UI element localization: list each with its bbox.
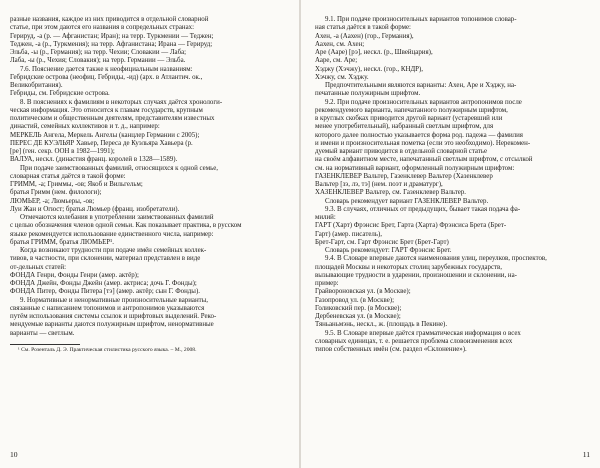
right-page-text: [315, 16, 590, 354]
footnote: ¹ См. Розенталь Д. Э. Практическая стилистика русского языка. – М., 2008.: [18, 346, 197, 353]
text-line: Теджен, -а (р., Туркмения); на терр. Афганистана; Ирана — Герируд;: [10, 40, 213, 48]
text-line: Аахен, см. Ахен;: [315, 40, 365, 48]
text-line: путём использования системы ссылок и шрифтовых выделений. Реко-: [10, 313, 217, 320]
text-line: с целью обозначения членов одной семьи. Как показывает практика, в русском: [10, 222, 242, 230]
text-line: ГАЗЕНКЛЕВЕР Вальтер, Газенклевер Вальтер (Хазенклевер: [315, 172, 493, 180]
text-line: площадей Москвы и некоторых столиц зарубежных государств,: [315, 263, 502, 271]
text-line: политическим и общественным деятелям, представителям известных: [10, 115, 215, 122]
text-line: мендуемые варианты даются полужирным шрифтом, ненормативные: [10, 321, 214, 329]
text-line: Грайвороновская ул. (в Москве);: [315, 288, 411, 296]
text-line: Когда возникают трудности при подаче имён семейных коллек-: [20, 247, 207, 254]
text-line: Словарь рекомендует вариант ГАЗЕНКЛЕВЕР Вальтер.: [325, 197, 489, 205]
text-line: на своём алфавитном месте, напечатанный светлым шрифтом, с отсылкой: [315, 156, 533, 164]
text-line: Брет-Гарт, см. Гарт Фрэнсис Брет (Брет-Гарт): [315, 238, 449, 246]
text-line: в круглых скобках приводится другой вариант (устаревший или: [315, 115, 503, 122]
text-line: от-дельных статей:: [10, 263, 66, 271]
text-line: Голиковский пер. (в Москве);: [315, 304, 402, 312]
text-line: ГАРТ (Харт) Фрэнсис Брет, Гарта (Харта) Фрэнсиса Брета (Брет-: [315, 222, 507, 230]
text-line: языке рекомендуется использование единственного числа, например:: [10, 230, 214, 238]
text-line: тивов, в частности, при склонении, материал представлен в виде: [10, 255, 201, 263]
text-line: дуемый вариант приводится в отдельной словарной статье: [315, 148, 488, 155]
text-line: и имени и произносительная пометка (если это необходимо). Нерекомен-: [315, 139, 531, 147]
text-line: Ахен, -а (Аахен) (гор., Германия),: [315, 32, 414, 40]
page-number-left: 10: [10, 450, 18, 459]
text-line: Ааре, см. Аре;: [315, 57, 358, 65]
text-line: Гебриды, см. Гебридские острова.: [10, 90, 110, 98]
right-page: [301, 0, 600, 468]
text-line: ная статья даётся в такой форме:: [315, 24, 411, 32]
text-line: ВАЛУА, нескл. (династия франц. королей в 1328—1589).: [10, 156, 178, 164]
text-line: варианты — светлым.: [10, 329, 75, 337]
text-line: словарная статья даётся в такой форме:: [10, 172, 126, 180]
left-page-text: [10, 16, 289, 338]
text-line: типов собственных имён (см. раздел «Склонение»).: [315, 346, 467, 353]
text-line: Тяньаньмэнь, нескл., ж. (площадь в Пекине).: [315, 321, 448, 329]
text-line: братья ГРИММ, братья ЛЮМЬЕР¹.: [10, 238, 114, 246]
text-line: 9. Нормативные и ненормативные произносительные варианты,: [20, 296, 209, 304]
text-line: Предпочтительными являются варианты: Ахен, Аре и Хэджу, на-: [325, 82, 517, 89]
text-line: словарных единицах, т. е. решается проблема словоизменения всех: [315, 337, 513, 345]
text-line: Эльба, -ы (р., Германия); на терр. Чехии; Словакии — Лаба;: [10, 49, 187, 56]
text-line: Вальтер [зэ, лэ, тэ] (нем. поэт и драматург),: [315, 181, 443, 188]
text-line: ФОНДА Питер, Фонды Питера [тэ] (амер. актёр; сын Г. Фонды).: [10, 288, 200, 296]
text-line: ческая информация. Это относится к главам государств, крупным: [10, 106, 203, 114]
text-line: 9.5. В Словаре впервые даётся грамматическая информация о всех: [325, 329, 521, 337]
text-line: братья Гримм (нем. филологи);: [10, 189, 102, 197]
text-line: ЛЮМЬЕР, -а; Люмьеры, -ов;: [10, 197, 95, 205]
text-line: Луи Жан и Огюст; братья Люмьер (франц. изобретатели).: [10, 205, 180, 213]
text-line: связанные с написанием топонимов и антропонимов указываются: [10, 304, 205, 312]
left-page: [0, 0, 299, 468]
text-line: 9.4. В Словаре впервые даются наименования улиц, переулков, проспектов,: [325, 255, 547, 263]
page-number-right: 11: [582, 450, 590, 459]
text-line: [ре] (ген. секр. ООН в 1982—1991);: [10, 148, 115, 155]
text-line: Словарь рекомендует: ГАРТ Фрэнсис Брет.: [325, 247, 452, 254]
text-line: ХАЗЕНКЛЕВЕР Вальтер, см. Газенклевер Вальтер.: [315, 189, 467, 197]
text-line: Дербеневская ул. (в Москве);: [315, 313, 401, 320]
text-line: ФОНДА Генри, Фонды Генри (амер. актёр);: [10, 271, 139, 279]
text-line: рекомендуемого варианта, напечатанного полужирным шрифтом,: [315, 106, 508, 114]
text-line: 8. В пояснениях к фамилиям в некоторых случаях даётся хронологи-: [20, 98, 223, 106]
text-line: 7.6. Пояснение дается также к неофициальным названиям:: [20, 65, 193, 73]
text-line: Гарт) (амер. писатель),: [315, 230, 382, 238]
text-line: Лаба, -ы (р., Чехия; Словакия); на терр. Германии — Эльба.: [10, 57, 186, 65]
text-line: менее употребительный), набранный светлым шрифтом, для: [315, 123, 494, 131]
footnote-rule: [10, 344, 80, 345]
text-line: статье, при этом даются его названия в сопредельных странах:: [10, 24, 194, 32]
text-line: разные названия, каждое из них приводится в отдельной словарной: [10, 16, 209, 23]
text-line: Отмечаются колебания в употреблении заимствованных фамилий: [20, 214, 214, 221]
text-line: 9.3. В случаях, отличных от предыдущих, бывает такая подача фа-: [325, 205, 521, 213]
text-line: ФОНДА Джейн, Фонды Джейн (амер. актриса; дочь Г. Фонды);: [10, 280, 197, 287]
text-line: см. на нормативный вариант, оформленный полужирным шрифтом:: [315, 164, 515, 172]
text-line: династий, семейных коллективов и т. д., например:: [10, 123, 160, 131]
text-line: Аре (Ааре) [рэ], нескл. (р., Швейцария),: [315, 49, 433, 56]
text-line: 9.1. При подаче произносительных вариантов топонимов словар-: [325, 16, 517, 23]
text-line: 9.2. При подаче произносительных вариантов антропонимов после: [325, 98, 522, 106]
text-line: МЕРКЕЛЬ Ангела, Меркель Ангелы (канцлер Германии с 2005);: [10, 131, 200, 139]
text-line: Хэчжу, см. Хэджу.: [315, 73, 369, 81]
text-line: Герируд, -а (р. — Афганистан; Иран); на терр. Туркмении — Теджен;: [10, 32, 214, 40]
text-line: При подаче заимствованных фамилий, относящихся к одной семье,: [20, 164, 219, 172]
text-line: Газопровод ул. (в Москве);: [315, 296, 395, 304]
text-line: милий:: [315, 214, 336, 221]
text-line: пример:: [315, 280, 339, 287]
text-line: Гебридские острова (неофиц. Гебриды, -ид) (арх. в Атлантич. ок.,: [10, 73, 203, 81]
text-line: ПЕРЕС ДЕ КУЭЛЬЯР Хавьер, Переса де Куэльяра Хавьера (р.: [10, 139, 193, 147]
text-line: которого далее полностью указывается форма род. падежа — фамилия: [315, 131, 523, 139]
text-line: Великобритания).: [10, 82, 63, 89]
text-line: печатанные полужирным шрифтом.: [315, 90, 421, 98]
text-line: вызывающие трудности в ударении, произношении и склонении, на-: [315, 271, 517, 279]
text-line: ГРИММ, -а; Гриммы, -ов; Якоб и Вильгельм;: [10, 181, 143, 188]
text-line: Хэджу (Хэчжу), нескл. (гор., КНДР),: [315, 65, 423, 73]
